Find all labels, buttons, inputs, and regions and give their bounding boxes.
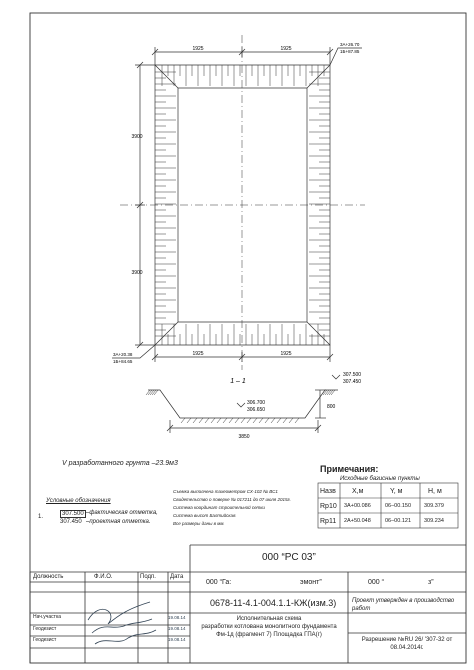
legend-actual-text: –фактическая отметка, — [86, 510, 158, 516]
survey-note-line: Свидетельство о поверке № 017211 до 07 июля 2015г. — [173, 497, 291, 502]
legend-actual-value: 307.500 — [62, 511, 84, 517]
role-surveyor-1: Геодезист — [33, 626, 57, 632]
section-hatch-line — [253, 418, 257, 423]
dim-top-right: 1925 — [280, 46, 292, 52]
remarks-header-y: Y, м — [390, 488, 403, 495]
remarks-header-name: Назв — [320, 488, 336, 495]
other-company-cell: 000 “ — [368, 579, 384, 586]
section-hatch-line — [211, 418, 215, 423]
volume-note: V разработанного грунта –23.9м3 — [62, 460, 178, 467]
dim-left-upper: 3900 — [131, 134, 143, 140]
remarks-row2-h: 309.234 — [424, 518, 444, 524]
section-hatch-line — [152, 390, 156, 395]
section-depth: 800 — [327, 404, 336, 410]
drawing-title — [192, 616, 346, 639]
survey-note-line: Система высот Балтийская. — [173, 513, 237, 518]
survey-note-line: Система координат строительной сетки — [173, 505, 265, 510]
section-hatch-line — [148, 390, 152, 395]
section-hatch-line — [217, 418, 221, 423]
legend-design-text: –проектная отметка. — [86, 519, 151, 525]
legend-design-value: 307.450 — [60, 519, 82, 525]
remarks-row1-y: 06–00.150 — [385, 503, 411, 509]
sign-header-signature: Подп. — [140, 574, 156, 580]
section-top-mark-actual: 307.500 — [343, 372, 362, 378]
dim-left-lower: 3900 — [131, 270, 143, 276]
drawing-title-line-2: разработки котлована монолитного фундамента — [201, 623, 337, 630]
section-hatch-line — [329, 390, 333, 395]
survey-note-line: Съемка выполнена тахеометром СХ-102 № ВС1 — [173, 489, 278, 494]
role-site-chief: Нач.участка — [33, 614, 62, 620]
legend-title: Условные обозначения — [46, 498, 111, 504]
section-hatch-line — [146, 390, 150, 395]
drawing-title-line-3: Фм-1д (фрагмент 7) Площадка ГПА(г) — [216, 631, 322, 638]
section-hatch-line — [150, 390, 154, 395]
date-1: 19.08.14 — [168, 615, 186, 620]
section-hatch-line — [327, 390, 331, 395]
remarks-row1-name: Rp10 — [320, 503, 337, 510]
corner-mark-bl-2: 1Б+84.65 — [113, 359, 133, 364]
plan-view — [112, 35, 365, 370]
section-hatch-line — [265, 418, 269, 423]
remarks-row2-x: 2А+50.048 — [344, 518, 371, 524]
handwritten-signatures — [88, 602, 156, 644]
remarks-subtitle: Исходные базисные пункты — [340, 476, 420, 482]
section-top-mark-design: 307.450 — [343, 379, 362, 385]
section-hatch-line — [331, 390, 335, 395]
sign-header-date: Дата — [170, 574, 184, 580]
sheet-frame — [30, 13, 466, 663]
dim-bottom-right: 1925 — [280, 351, 292, 357]
drawing-title-line-1: Исполнительная схема — [236, 616, 302, 622]
section-profile — [148, 390, 338, 418]
dim-top-left: 1925 — [192, 46, 204, 52]
section-hatch-line — [283, 418, 287, 423]
remarks-row2-y: 06–00.121 — [385, 518, 411, 524]
repair-cell: эмонт” — [300, 579, 322, 586]
date-2: 19.08.14 — [168, 626, 186, 631]
permit-note: Разрешение №RU 26/ '307-32 от 08.04.2014г. — [361, 637, 453, 652]
company-cell: 000 “Га: — [206, 579, 232, 586]
remarks-row1-x: 3А+00.086 — [344, 503, 371, 509]
dim-bottom-left: 1925 — [192, 351, 204, 357]
section-hatch-line — [325, 390, 329, 395]
document-code: 0678-11-4.1-004.1.1-КЖ(изм.3) — [210, 598, 337, 608]
section-width: 3850 — [238, 434, 250, 440]
section-hatch-line — [181, 418, 185, 423]
other-company-cell-end: з” — [428, 579, 434, 586]
section-hatch-line — [223, 418, 227, 423]
section-hatch-line — [193, 418, 197, 423]
sign-header-position: Должность — [33, 574, 64, 580]
legend-number: 1. — [38, 514, 44, 520]
section-hatch-line — [187, 418, 191, 423]
section-hatch-line — [259, 418, 263, 423]
remarks-row2-name: Rp11 — [320, 518, 337, 525]
remarks-title: Примечания: — [320, 464, 379, 474]
section-hatch-line — [277, 418, 281, 423]
section-bottom-mark-design: 306.650 — [247, 407, 266, 413]
corner-mark-bl-1: 3А+20.38 — [113, 352, 133, 357]
section-hatch-line — [154, 390, 158, 395]
section-bottom-mark-actual: 306.700 — [247, 400, 266, 406]
approved-note: Проект утвержден в производство работ — [352, 598, 455, 612]
section-hatch-line — [205, 418, 209, 423]
remarks-header-x: Х,м — [352, 488, 364, 495]
survey-note-line: Все размеры даны в мм. — [173, 521, 225, 526]
section-hatch-line — [289, 418, 293, 423]
sign-header-name: Ф.И.О. — [94, 574, 113, 580]
org-name: 000 “РС 03” — [262, 552, 316, 563]
section-hatch-line — [295, 418, 299, 423]
corner-mark-tr-2: 1Б+87.85 — [340, 49, 360, 54]
corner-mark-tr-1: 3А+26.70 — [340, 42, 360, 47]
section-hatch-line — [271, 418, 275, 423]
remarks-header-h: Н, м — [428, 488, 442, 495]
remarks-row1-h: 309.379 — [424, 503, 444, 509]
section-hatch-line — [199, 418, 203, 423]
section-hatch-line — [235, 418, 239, 423]
section-hatch-line — [229, 418, 233, 423]
section-hatch-line — [241, 418, 245, 423]
section-title: 1 – 1 — [230, 378, 246, 385]
date-3: 19.08.14 — [168, 637, 186, 642]
role-surveyor-2: Геодезист — [33, 637, 57, 643]
section-hatch-line — [247, 418, 251, 423]
